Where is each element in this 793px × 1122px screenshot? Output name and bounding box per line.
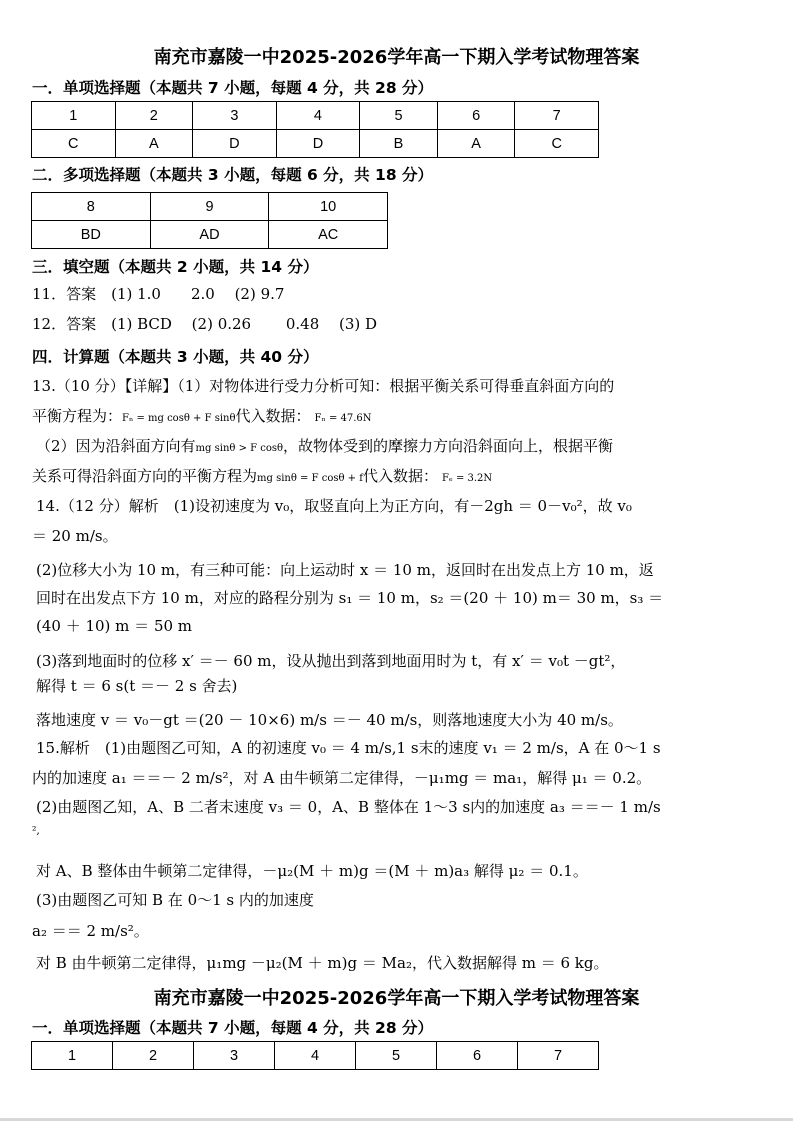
question-number-cell: 4 xyxy=(276,102,360,130)
text: 关系可得沿斜面方向的平衡方程为 xyxy=(32,467,258,485)
question-number-cell: 9 xyxy=(150,193,269,221)
q14-line-4: 回时在出发点下方 10 m，对应的路程分别为 s₁ ＝ 10 m，s₂ ＝(20 ＋ 10) m＝ 30 m，s₃ ＝ xyxy=(36,589,664,607)
question-number-cell: 5 xyxy=(356,1042,437,1070)
table-row xyxy=(32,221,388,249)
q13-line-2 xyxy=(32,405,372,426)
question-number-cell: 2 xyxy=(115,102,193,130)
answer-cell: A xyxy=(115,130,193,158)
q15-line-6: (3)由题图乙可知 B 在 0～1 s 内的加速度 xyxy=(36,891,314,909)
multiple-choice-answer-table xyxy=(31,192,388,249)
answer-cell: D xyxy=(276,130,360,158)
q14-line-2: ＝ 20 m/s。 xyxy=(32,527,118,545)
page-title: 南充市嘉陵一中2025-2026学年高一下期入学考试物理答案 xyxy=(153,47,640,68)
q15-line-3: (2)由题图乙知，A、B 二者末速度 v₃ ＝ 0，A、B 整体在 1～3 s内的加速度 a₃ ＝＝－ 1 m/s xyxy=(36,798,661,816)
q14-line-1: 14.（12 分）解析 (1)设初速度为 v₀，取竖直向上为正方向，有－2gh ＝ 0－v₀²，故 v₀ xyxy=(36,497,632,515)
answer-cell: C xyxy=(32,130,116,158)
question-number-cell: 1 xyxy=(32,102,116,130)
q15-line-7: a₂ ＝＝ 2 m/s²。 xyxy=(32,922,149,940)
table-row xyxy=(32,193,388,221)
answer-cell: BD xyxy=(32,221,151,249)
q14-line-8: 落地速度 v ＝ v₀－gt ＝(20 － 10×6) m/s ＝－ 40 m/s，则落地速度大小为 40 m/s。 xyxy=(36,711,623,729)
question-number-cell: 10 xyxy=(269,193,388,221)
answer-cell: B xyxy=(360,130,438,158)
text: （2）因为沿斜面方向有 xyxy=(36,437,196,455)
section-heading-single-choice: 一．单项选择题（本题共 7 小题，每题 4 分，共 28 分） xyxy=(32,79,434,97)
answer-cell: D xyxy=(193,130,277,158)
page-bottom-divider xyxy=(0,1118,793,1121)
page-title-repeat: 南充市嘉陵一中2025-2026学年高一下期入学考试物理答案 xyxy=(153,988,640,1009)
question-number-cell: 8 xyxy=(32,193,151,221)
question-number-cell: 1 xyxy=(32,1042,113,1070)
q15-line-8: 对 B 由牛顿第二定律得，μ₁mg －μ₂(M ＋ m)g ＝ Ma₂，代入数据解得 m ＝ 6 kg。 xyxy=(36,954,609,972)
q14-line-7: 解得 t ＝ 6 s(t ＝－ 2 s 舍去) xyxy=(36,677,238,695)
answer-cell: AD xyxy=(150,221,269,249)
q14-line-3: (2)位移大小为 10 m，有三种可能：向上运动时 x ＝ 10 m，返回时在出发点上方 10 m，返 xyxy=(36,561,654,579)
table-row xyxy=(32,102,599,130)
question-number-cell: 3 xyxy=(193,102,277,130)
q13-line-3 xyxy=(36,435,613,456)
q15-line-5: 对 A、B 整体由牛顿第二定律得，－μ₂(M ＋ m)g ＝(M ＋ m)a₃ 解得 μ₂ ＝ 0.1。 xyxy=(36,862,588,880)
section-heading-single-choice-repeat: 一．单项选择题（本题共 7 小题，每题 4 分，共 28 分） xyxy=(32,1019,434,1037)
answer-cell: A xyxy=(437,130,515,158)
table-row xyxy=(32,1042,599,1070)
text: 平衡方程为： xyxy=(32,407,123,425)
single-choice-answer-table xyxy=(31,101,599,158)
question-number-cell: 5 xyxy=(360,102,438,130)
question-number-cell: 7 xyxy=(515,102,599,130)
single-choice-answer-table-repeat xyxy=(31,1041,599,1070)
answer-cell: AC xyxy=(269,221,388,249)
question-number-cell: 7 xyxy=(518,1042,599,1070)
equation: Fₑ = 3.2N xyxy=(441,473,493,484)
text: 代入数据： xyxy=(362,467,438,485)
answer-q11: 11．答案 (1) 1.0 2.0 (2) 9.7 xyxy=(32,285,285,303)
section-heading-multiple-choice: 二．多项选择题（本题共 3 小题，每题 6 分，共 18 分） xyxy=(32,166,434,184)
q14-line-5: (40 ＋ 10) m ＝ 50 m xyxy=(36,617,193,635)
q15-line-2: 内的加速度 a₁ ＝＝－ 2 m/s²，对 A 由牛顿第二定律得，－μ₁mg ＝ ma₁，解得 μ₁ ＝ 0.2。 xyxy=(32,769,652,787)
q15-line-1: 15.解析 (1)由题图乙可知，A 的初速度 v₀ ＝ 4 m/s,1 s末的速度 v₁ ＝ 2 m/s，A 在 0～1 s xyxy=(36,739,661,757)
question-number-cell: 6 xyxy=(437,1042,518,1070)
q15-line-4: ², xyxy=(32,824,40,837)
question-number-cell: 2 xyxy=(113,1042,194,1070)
q13-line-4 xyxy=(32,465,492,486)
section-heading-calculation: 四．计算题（本题共 3 小题，共 40 分） xyxy=(32,348,319,366)
q13-line-1: 13.（10 分）【详解】（1）对物体进行受力分析可知：根据平衡关系可得垂直斜面方向的 xyxy=(32,377,615,395)
equation: mg sinθ = F cosθ + f xyxy=(257,473,363,484)
answer-q12: 12．答案 (1) BCD (2) 0.26 0.48 (3) D xyxy=(32,315,378,333)
text: ，故物体受到的摩擦力方向沿斜面向上，根据平衡 xyxy=(283,437,614,455)
section-heading-fill-in: 三．填空题（本题共 2 小题，共 14 分） xyxy=(32,258,319,276)
text: 代入数据： xyxy=(235,407,311,425)
answer-cell: C xyxy=(515,130,599,158)
equation: mg sinθ > F cosθ xyxy=(195,443,284,454)
equation: Fₙ = mg cosθ + F sinθ xyxy=(122,413,236,424)
question-number-cell: 3 xyxy=(194,1042,275,1070)
q14-line-6: (3)落到地面时的位移 x′ ＝－ 60 m，设从抛出到落到地面用时为 t，有 x′ ＝ v₀t －gt²， xyxy=(36,652,626,670)
table-row xyxy=(32,130,599,158)
question-number-cell: 6 xyxy=(437,102,515,130)
equation: Fₙ = 47.6N xyxy=(314,413,372,424)
question-number-cell: 4 xyxy=(275,1042,356,1070)
